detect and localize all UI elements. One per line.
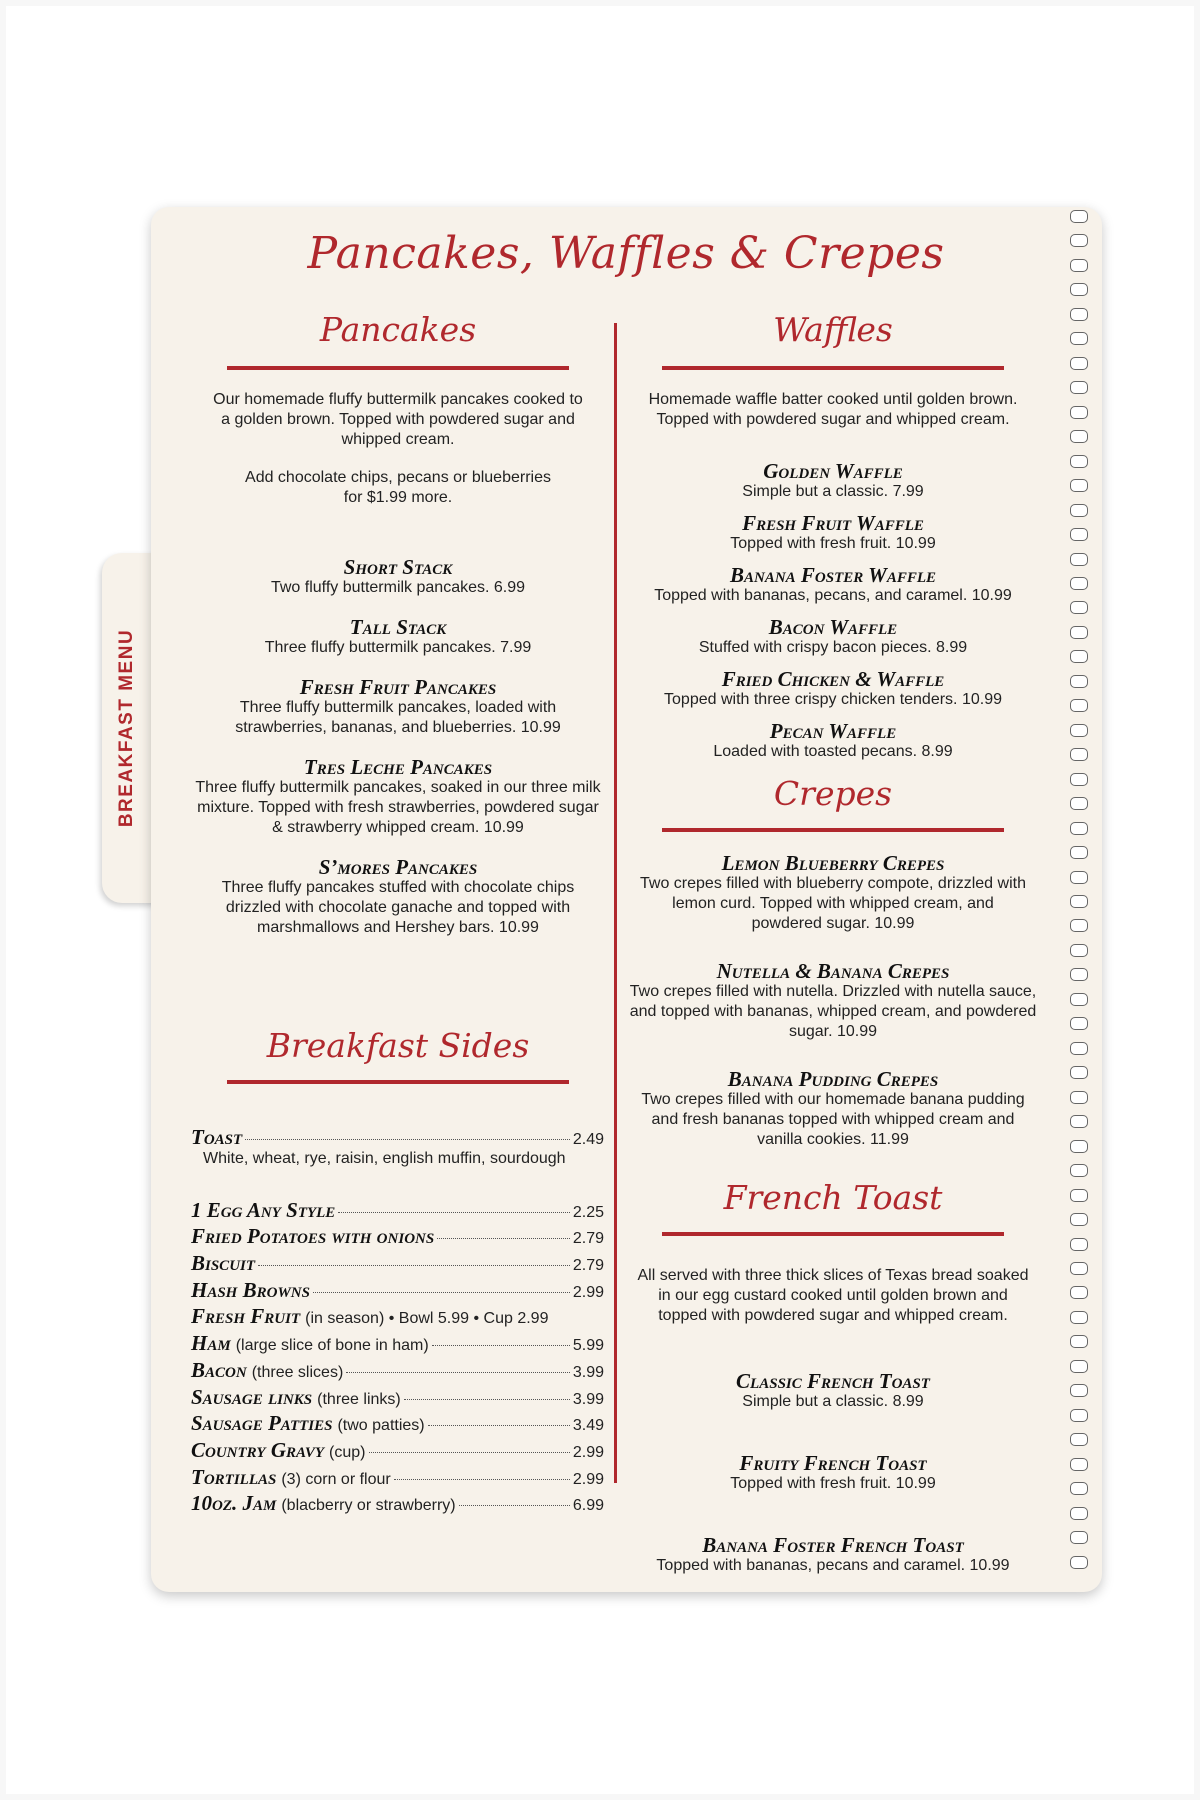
item-name: Bacon Waffle [768,615,898,639]
spiral-ring-icon [1070,968,1088,981]
side-item-row[interactable] [191,1124,604,1151]
side-item-price: 3.99 [572,1363,604,1381]
spiral-ring-icon [1070,1311,1088,1324]
item-desc: Three fluffy pancakes stuffed with chocolate chips drizzled with chocolate ganache and topped with marshmallows and Hershey bars. 10.99 [221,879,575,936]
pancakes-addon: Add chocolate chips, pecans or blueberries for $1.99 more. [245,469,551,506]
dot-leader [432,1345,570,1346]
side-item-row[interactable] [191,1223,604,1250]
side-item-note: (two patties) [337,1417,425,1435]
menu-item-lemon-blueberry-crepes[interactable] [628,852,1038,934]
spiral-binding [1070,208,1092,1593]
side-item-note: (3) corn or flour [281,1470,391,1488]
waffles-list [628,460,1038,762]
spiral-ring-icon [1070,895,1088,908]
crepes-rule [662,828,1004,832]
menu-item-banana-pudding-crepes[interactable] [628,1068,1038,1150]
item-name: S’mores Pancakes [318,855,478,879]
spiral-ring-icon [1070,675,1088,688]
spiral-ring-icon [1070,1507,1088,1520]
side-item-note: (three links) [317,1390,401,1408]
item-name: Classic French Toast [736,1369,930,1393]
spiral-ring-icon [1070,1482,1088,1495]
side-item-price: 2.99 [572,1443,604,1461]
spiral-ring-icon [1070,1164,1088,1177]
side-item-note: (cup) [329,1443,366,1461]
side-item-price: 2.99 [572,1283,604,1301]
side-item-price: 2.99 [572,1470,604,1488]
menu-item-fried-chicken-waffle[interactable] [628,668,1038,710]
spiral-ring-icon [1070,626,1088,639]
crepes-title: Crepes [773,774,893,813]
dot-leader [428,1425,570,1426]
pancakes-section [188,308,608,938]
waffles-rule [662,366,1004,370]
spiral-ring-icon [1070,748,1088,761]
spiral-ring-icon [1070,773,1088,786]
spiral-ring-icon [1070,919,1088,932]
side-item-price: 3.49 [572,1417,604,1435]
spiral-ring-icon [1070,724,1088,737]
french-toast-section [628,1176,1038,1576]
side-item-name: 1 Egg Any Style [191,1197,336,1222]
spiral-ring-icon [1070,1433,1088,1446]
spiral-ring-icon [1070,871,1088,884]
spiral-ring-icon [1070,1066,1088,1079]
side-item-name: Tortillas [191,1464,277,1489]
side-item-row[interactable] [191,1197,604,1224]
side-item-row[interactable] [191,1277,604,1304]
item-desc: Topped with three crispy chicken tenders. 10.99 [664,691,1002,708]
item-desc: Topped with bananas, pecans, and caramel. 10.99 [654,587,1012,604]
spiral-ring-icon [1070,1409,1088,1422]
spiral-ring-icon [1070,504,1088,517]
item-name: Fruity French Toast [739,1451,927,1475]
pancakes-intro: Our homemade fluffy buttermilk pancakes cooked to a golden brown. Topped with powdered sugar and whipped cream. [213,391,583,448]
side-item-name: Bacon [191,1357,247,1382]
side-item-row[interactable] [191,1464,604,1491]
side-item-price: 2.79 [572,1257,604,1275]
dot-leader [245,1139,570,1140]
spiral-ring-icon [1070,406,1088,419]
menu-item-smores-pancakes[interactable] [188,856,608,938]
menu-item-fresh-fruit-waffle[interactable] [628,512,1038,554]
sides-rule [227,1080,569,1084]
item-desc: Topped with fresh fruit. 10.99 [730,1475,936,1492]
spiral-ring-icon [1070,601,1088,614]
spiral-ring-icon [1070,332,1088,345]
dot-leader [404,1399,570,1400]
side-item-row[interactable] [191,1437,604,1464]
spiral-ring-icon [1070,357,1088,370]
item-desc: Simple but a classic. 8.99 [742,1393,924,1410]
item-desc: Three fluffy buttermilk pancakes. 7.99 [264,639,532,656]
item-name: Banana Pudding Crepes [727,1067,939,1091]
item-name: Fried Chicken & Waffle [721,667,945,691]
spiral-ring-icon [1070,308,1088,321]
spiral-ring-icon [1070,1458,1088,1471]
french-toast-rule [662,1232,1004,1236]
spiral-ring-icon [1070,944,1088,957]
side-item-row[interactable] [191,1410,604,1437]
pancakes-title: Pancakes [319,310,477,349]
menu-item-fruity-french-toast[interactable] [628,1452,1038,1494]
side-item-price: 2.25 [572,1203,604,1221]
spiral-ring-icon [1070,1335,1088,1348]
right-column [628,308,1038,1576]
menu-item-tall-stack[interactable] [188,616,608,658]
item-desc: Stuffed with crispy bacon pieces. 8.99 [698,639,968,656]
item-name: Lemon Blueberry Crepes [721,851,945,875]
menu-item-tres-leche-pancakes[interactable] [188,756,608,838]
menu-item-pecan-waffle[interactable] [628,720,1038,762]
spiral-ring-icon [1070,650,1088,663]
side-item-row[interactable] [191,1490,604,1517]
sides-title: Breakfast Sides [266,1026,530,1065]
spiral-ring-icon [1070,430,1088,443]
side-item-name: Ham [191,1331,231,1356]
side-item-note: (large slice of bone in ham) [235,1337,429,1355]
page-title: Pancakes, Waffles & Crepes [307,228,945,279]
side-item-name: Hash Browns [191,1277,310,1302]
spiral-ring-icon [1070,210,1088,223]
dot-leader [313,1292,570,1293]
menu-item-golden-waffle[interactable] [628,460,1038,502]
spiral-ring-icon [1070,1556,1088,1569]
spiral-ring-icon [1070,1213,1088,1226]
side-item-name: Country Gravy [191,1437,325,1462]
pancakes-list [188,556,608,938]
french-toast-title: French Toast [723,1178,943,1217]
item-desc: Three fluffy buttermilk pancakes, soaked in our three milk mixture. Topped with fresh strawberries, powdered sugar & strawberry whipped cream. 10.99 [195,779,601,836]
side-item-name: Fried Potatoes with onions [191,1224,435,1249]
side-item-row[interactable] [191,1330,604,1357]
item-name: Short Stack [343,555,453,579]
dot-leader [437,1238,570,1239]
spiral-ring-icon [1070,1017,1088,1030]
item-name: Fresh Fruit Waffle [742,511,924,535]
item-name: Banana Foster French Toast [702,1533,964,1557]
item-name: Tall Stack [349,615,447,639]
tab-label: BREAKFAST MENU [116,628,137,828]
side-item-note: (blacberry or strawberry) [281,1497,456,1515]
side-item-note: (in season) • Bowl 5.99 • Cup 2.99 [305,1310,549,1328]
spiral-ring-icon [1070,528,1088,541]
waffles-intro: Homemade waffle batter cooked until golden brown. Topped with powdered sugar and whipped cream. [648,391,1018,428]
dot-leader [369,1452,570,1453]
item-desc: Simple but a classic. 7.99 [742,483,924,500]
left-column [188,308,608,1517]
side-item-sub: White, wheat, rye, raisin, english muffin, sourdough [203,1149,566,1167]
spiral-ring-icon [1070,1140,1088,1153]
dot-leader [346,1372,570,1373]
item-desc: Topped with fresh fruit. 10.99 [730,535,936,552]
waffles-title: Waffles [773,310,893,349]
item-name: Pecan Waffle [769,719,897,743]
dot-leader [338,1212,570,1213]
crepes-section [628,772,1038,1150]
item-name: Golden Waffle [763,459,903,483]
sides-list [188,1124,608,1517]
menu-item-classic-french-toast[interactable] [628,1370,1038,1412]
spiral-ring-icon [1070,993,1088,1006]
spiral-ring-icon [1070,1384,1088,1397]
item-name: Banana Foster Waffle [729,563,936,587]
french-toast-list [628,1370,1038,1576]
sides-section [188,1024,608,1517]
side-item-price: 2.49 [572,1131,604,1148]
column-divider [614,323,617,1483]
spiral-ring-icon [1070,1262,1088,1275]
spiral-ring-icon [1070,699,1088,712]
spiral-ring-icon [1070,1286,1088,1299]
dot-leader [459,1505,570,1506]
side-item-row[interactable] [191,1303,604,1330]
spiral-ring-icon [1070,553,1088,566]
item-desc: Topped with bananas, pecans and caramel. 10.99 [656,1557,1010,1574]
dot-leader [258,1265,570,1266]
side-item-row[interactable] [191,1250,604,1277]
spiral-ring-icon [1070,1360,1088,1373]
side-item-price: 6.99 [572,1497,604,1515]
menu-item-fresh-fruit-pancakes[interactable] [188,676,608,738]
item-name: Nutella & Banana Crepes [716,959,950,983]
side-item-name: 10oz. Jam [191,1491,277,1516]
spiral-ring-icon [1070,822,1088,835]
side-item-name: Biscuit [191,1251,256,1276]
spiral-ring-icon [1070,1531,1088,1544]
menu-item-banana-foster-french-toast[interactable] [628,1534,1038,1576]
item-desc: Two crepes filled with blueberry compote, drizzled with lemon curd. Topped with whipped cream, and powdered sugar. 10.99 [640,875,1026,932]
side-item-row[interactable] [191,1384,604,1411]
item-name: Fresh Fruit Pancakes [299,675,497,699]
spiral-ring-icon [1070,283,1088,296]
pancakes-rule [227,366,569,370]
menu-item-nutella-banana-crepes[interactable] [628,960,1038,1042]
french-toast-intro: All served with three thick slices of Texas bread soaked in our egg custard cooked until golden brown and topped with powdered sugar and whipped cream. [637,1267,1029,1324]
side-item-name: Fresh Fruit [191,1304,301,1329]
item-desc: Three fluffy buttermilk pancakes, loaded with strawberries, bananas, and blueberries. 10.99 [235,699,561,736]
spiral-ring-icon [1070,577,1088,590]
spiral-ring-icon [1070,479,1088,492]
dot-leader [394,1479,570,1480]
spiral-ring-icon [1070,1042,1088,1055]
waffles-section [628,308,1038,762]
spiral-ring-icon [1070,1091,1088,1104]
item-desc: Two fluffy buttermilk pancakes. 6.99 [270,579,526,596]
spiral-ring-icon [1070,1115,1088,1128]
crepes-list [628,852,1038,1150]
menu-item-bacon-waffle[interactable] [628,616,1038,658]
menu-item-short-stack[interactable] [188,556,608,598]
item-desc: Two crepes filled with our homemade banana pudding and fresh bananas topped with whipped cream and vanilla cookies. 11.99 [641,1091,1025,1148]
side-item-name: Sausage Patties [191,1411,333,1436]
menu-item-banana-foster-waffle[interactable] [628,564,1038,606]
spiral-ring-icon [1070,455,1088,468]
side-item-price: 5.99 [572,1337,604,1355]
item-name: Tres Leche Pancakes [303,755,493,779]
item-desc: Two crepes filled with nutella. Drizzled with nutella sauce, and topped with bananas, whipped cream, and powdered sugar. 10.99 [629,983,1037,1040]
spiral-ring-icon [1070,797,1088,810]
side-item-name: Sausage links [191,1384,313,1409]
side-item-note: (three slices) [251,1363,344,1381]
spiral-ring-icon [1070,1189,1088,1202]
side-item-price: 3.99 [572,1390,604,1408]
item-desc: Loaded with toasted pecans. 8.99 [713,743,953,760]
spiral-ring-icon [1070,381,1088,394]
side-item-row[interactable] [191,1357,604,1384]
spiral-ring-icon [1070,846,1088,859]
side-item-name: Toast [191,1125,243,1149]
side-item-price: 2.79 [572,1230,604,1248]
spiral-ring-icon [1070,1238,1088,1251]
